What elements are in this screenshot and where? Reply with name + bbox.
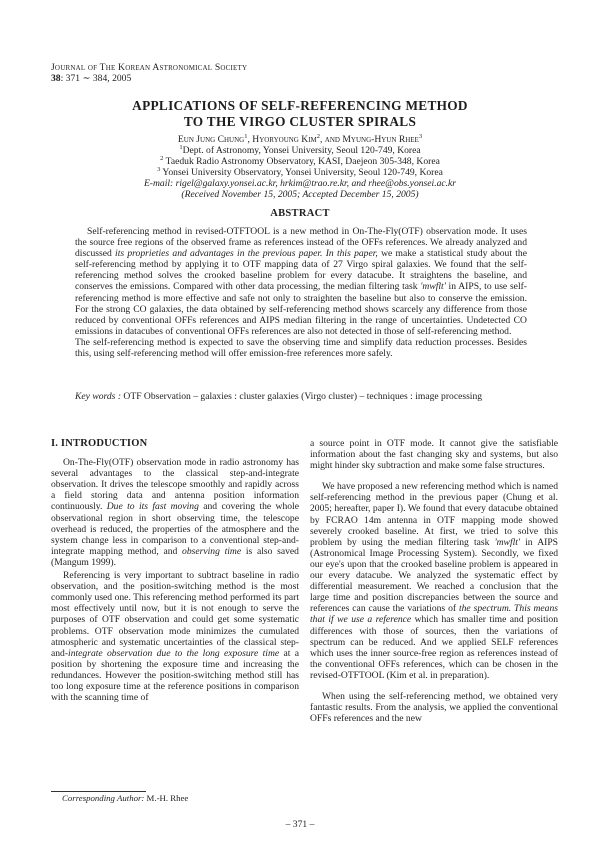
author-name: Hyoryoung Kim [252,134,317,145]
author-list [60,134,540,145]
keywords-text: OTF Observation – galaxies : cluster galaxies (Virgo cluster) – techniques : image processing [121,391,483,402]
journal-name: Journal of The Korean Astronomical Society [51,62,248,73]
footnote [62,793,188,803]
page-number: – 371 – [285,819,315,830]
author-name: Myung-Hyun Rhee [342,134,419,145]
abstract-heading: ABSTRACT [270,208,330,219]
journal-header [51,62,247,84]
author-affil-mark: 3 [418,132,423,140]
received-dates: (Received November 15, 2005; Accepted December 15, 2005) [181,189,419,200]
keywords-label: Key words : [75,391,122,402]
abstract-body [75,226,527,359]
paper-title-line-1: APPLICATIONS OF SELF-REFERENCING METHOD [132,98,468,113]
author-name: Eun Jung Chung [177,134,245,145]
affiliation-3: $^3$ Yonsei University Observatory, Yonsei University, Seoul 120-749, Korea [157,165,443,178]
affiliation-2: $^2$ Taeduk Radio Astronomy Observatory, KASI, Daejeon 305-348, Korea [160,154,440,167]
footnote-text: M.-H. Rhee [144,793,189,803]
author-separator: , and [320,134,343,145]
body-paragraph: When using the self-referencing method, we obtained very fantastic results. From the analysis, we applied the conventional OFFs references and the new [310,690,558,725]
footnote-rule [51,791,146,792]
author-affil-mark: 1 [244,132,248,140]
abstract-paragraph: Self-referencing method in revised-OTFTOOL is a new method in On-The-Fly(OTF) observation mode. It uses the source free regions of the observed frame as references instead of the OFFs references. We already analyzed and discussed its proprieties and advantages in the previous paper. In this paper, we make a statistical study about the self-referencing method by applying it to OTF mapping data of 27 Virgo spiral galaxies. We found that the self-referencing method solves the crooked baseline problem for every datacube. It straightens the baseline, and conserves the emissions. Compared with other data processing, the median filtering task 'mwflt' in AIPS, to use self-referencing method is more effective and safe not only to straighten the baseline but also to conserve the emission. For the strong CO galaxies, the data obtained by self-referencing method shows scarcely any difference from those reduced by conventional OFFs references and AIPS median filtering in the range of uncertainties. Undetected CO emissions in datacubes of conventional OFFs references are also not detected in those of self-referencing method. [75,226,527,337]
keywords [75,391,527,402]
journal-volume: 38 [51,73,61,84]
section-heading-introduction: I. INTRODUCTION [51,438,148,449]
journal-pages: : 371 ∼ 384, 2005 [60,73,132,84]
author-affil-mark: 2 [316,132,320,140]
body-paragraph: On-The-Fly(OTF) observation mode in radio astronomy has several advantages to the classical step-and-integrate observation. It drives the telescope smoothly and rapidly across a field storing data and antenna position information continuously. Due to its fast moving and covering the whole observational region in short observing time, the telescope overhead is reduced, the properties of the atmosphere and the system change less in comparison to a conventional step-and-integrate mapping method, and observing time is also saved (Mangum 1999). [51,457,299,568]
author-emails: E-mail: rigel@galaxy.yonsei.ac.kr, hrkim@trao.re.kr, and rhee@obs.yonsei.ac.kr [143,178,457,189]
body-paragraph: a source point in OTF mode. It cannot give the satisfiable information about the fast changing sky and systems, but also might hinder sky subtraction and make some false structures. [310,438,558,472]
paper-title-line-2: TO THE VIRGO CLUSTER SPIRALS [183,114,417,129]
footnote-label: Corresponding Author: [62,793,145,803]
right-column [310,438,558,724]
abstract-paragraph: The self-referencing method is expected to save the observing time and simplify data reduction processes. Besides this, using self-referencing method will offer emission-free references more safely. [75,336,527,360]
author-separator: , [247,134,253,145]
left-column [51,438,299,703]
affiliation-1: $^1$Dept. of Astronomy, Yonsei University, Seoul 120-749, Korea [179,143,421,156]
body-paragraph: Referencing is very important to subtract baseline in radio observation, and the position-switching method is the most commonly used one. This referencing method performed its part most effectively until now, but it is not enough to serve the purposes of OTF observation and could get some systematic problems. OTF observation mode minimizes the cumulated atmospheric and systematic uncertainties of the classical step-and-integrate observation due to the long exposure time at a position by shortening the exposure time and increasing the redundances. However the position-switching method still has too long exposure time at the reference positions in comparison with the scanning time of [51,570,300,704]
body-paragraph: We have proposed a new referencing method which is named self-referencing method in the previous paper (Chung et al. 2005; hereafter, paper I). We found that every datacube obtained by FCRAO 14m antenna in OTF mapping mode showed severely crooked baseline. At first, we tried to solve this problem by using the median filtering task 'mwflt' in AIPS (Astronomical Image Processing System). Secondly, we fixed our eye's upon that the crooked baseline problem is appeared in our every datacube. We analyzed the systematic effect by differential measurement. We reached a conclusion that the large time and position discrepancies between the source and references can cause the variations of the spectrum. This means that if we use a reference which has smaller time and position differences with those of sources, then the variations of spectrum can be reduced. And we applied SELF references which uses the inner source-free region as references instead of the conventional OFFs references, which can be chosen in the revised-OTFTOOL (Kim et al. in preparation). [310,481,558,681]
